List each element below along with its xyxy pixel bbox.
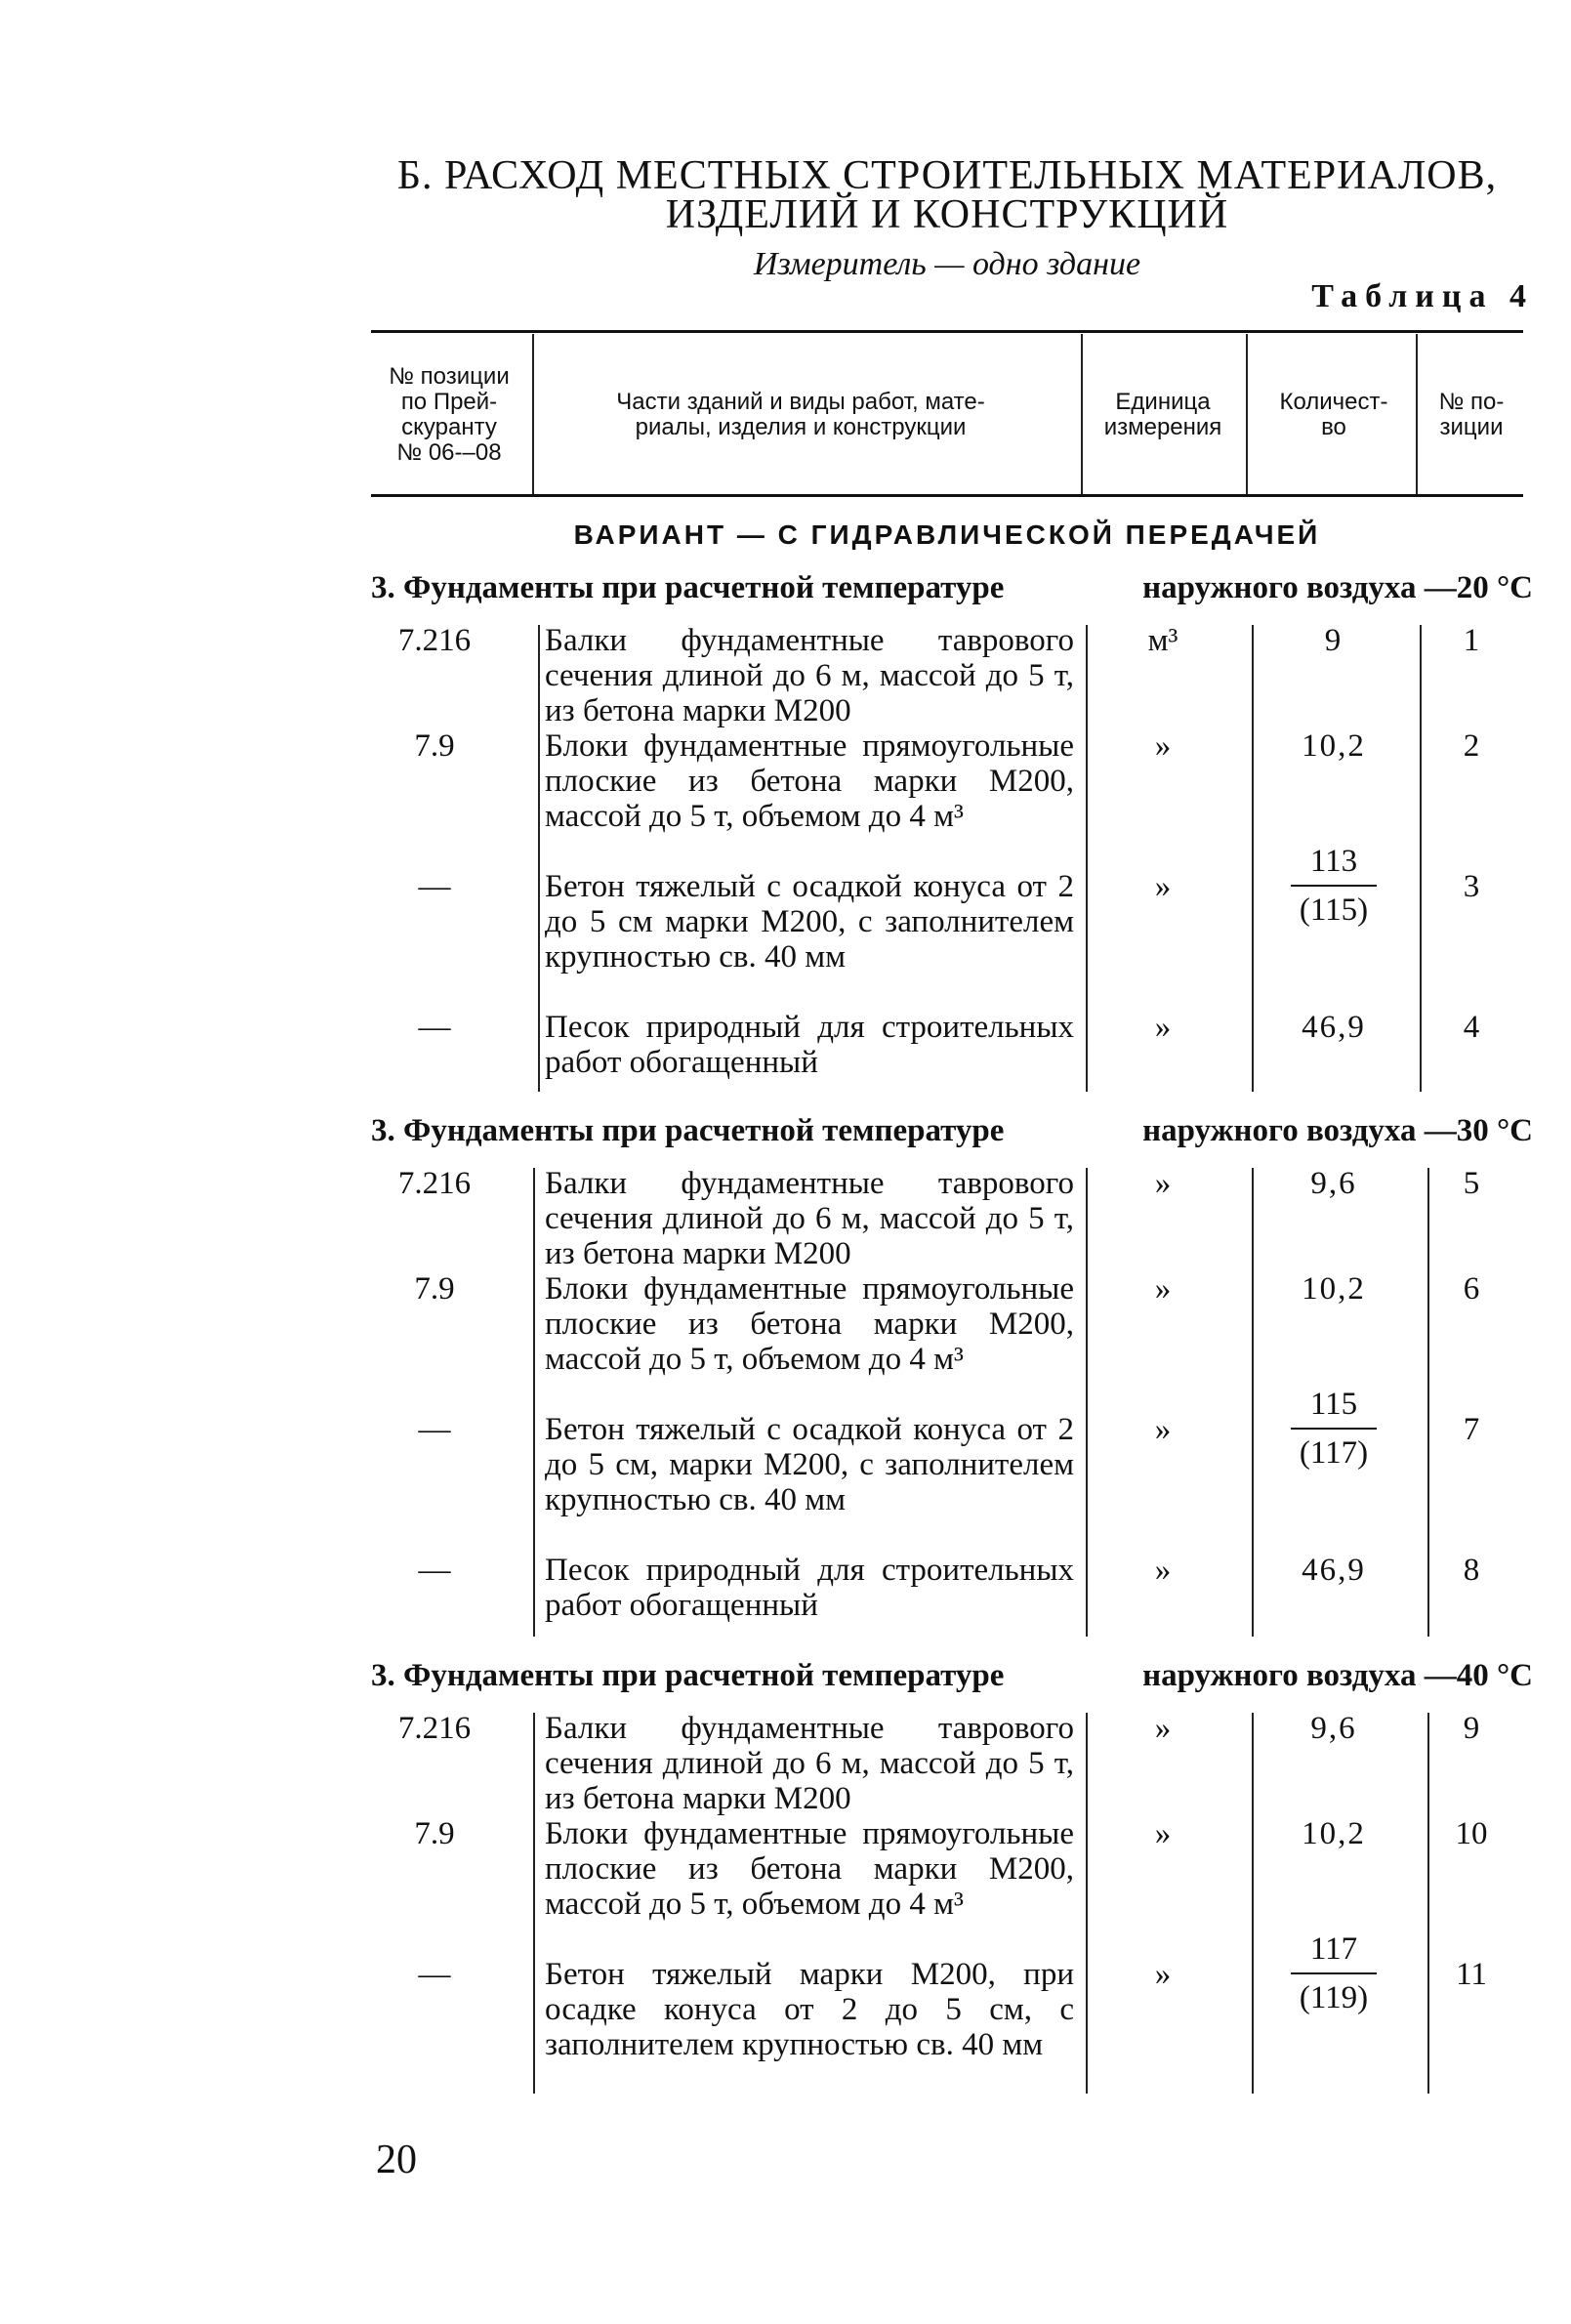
row-description: Блоки фундаментные прямоугольные плоские из бетона марки М200, массой до 5 т, объемом до 4 м³ xyxy=(545,1816,1074,1922)
column-divider xyxy=(533,1168,535,1637)
row-number: 6 xyxy=(1463,1271,1480,1307)
section-heading-left: 3. Фундаменты при расчетной температуре xyxy=(371,1113,1005,1148)
section-heading-right: наружного воздуха —30 °С xyxy=(1142,1113,1533,1148)
column-divider xyxy=(533,1713,535,2094)
row-description: Бетон тяжелый с осадкой конуса от 2 до 5 см, марки М200, с заполнителем крупностью св. 40 мм xyxy=(545,1412,1074,1517)
row-unit: » xyxy=(1154,1816,1172,1851)
row-position: 7.9 xyxy=(414,1271,455,1307)
column-header-description: Части зданий и виды работ, мате- риалы, изделия и конструкции xyxy=(616,389,985,440)
row-unit: » xyxy=(1154,728,1172,764)
section-title-line1: Б. РАСХОД МЕСТНЫХ СТРОИТЕЛЬНЫХ МАТЕРИАЛОВ, xyxy=(396,153,1498,198)
section-heading-right: наружного воздуха —40 °С xyxy=(1142,1658,1533,1693)
table-label: Таблица 4 xyxy=(1311,278,1534,314)
row-quantity: 10,2 xyxy=(1302,1816,1366,1851)
header-divider xyxy=(1416,334,1418,494)
row-unit: м³ xyxy=(1147,623,1178,658)
section-heading xyxy=(371,1113,1533,1149)
quantity-numerator: 113 xyxy=(1309,844,1358,879)
row-unit: » xyxy=(1154,1957,1172,1992)
row-number: 4 xyxy=(1463,1010,1480,1045)
row-unit: » xyxy=(1154,1711,1172,1746)
row-number: 11 xyxy=(1456,1957,1487,1992)
row-position: 7.9 xyxy=(414,728,455,764)
row-description: Блоки фундаментные прямоугольные плоские из бетона марки М200, массой до 5 т, объемом до 4 м³ xyxy=(545,1271,1074,1377)
fraction-bar xyxy=(1291,1428,1377,1430)
row-quantity: 9 xyxy=(1324,623,1344,658)
column-divider xyxy=(1252,1713,1254,2094)
quantity-numerator: 117 xyxy=(1309,1931,1358,1967)
row-description: Бетон тяжелый марки М200, при осадке конуса от 2 до 5 см, с заполнителем крупностью св. 40 мм xyxy=(545,1957,1074,2062)
row-position: 7.216 xyxy=(397,623,472,658)
row-quantity-fraction xyxy=(1252,1385,1416,1473)
row-description: Балки фундаментные таврового сечения длиной до 6 м, массой до 5 т, из бетона марки М200 xyxy=(545,623,1074,728)
column-header-quantity: Количест- во xyxy=(1279,389,1388,440)
section-heading xyxy=(371,1658,1533,1694)
row-unit: » xyxy=(1154,1412,1172,1447)
row-quantity: 46,9 xyxy=(1302,1553,1366,1588)
row-position: — xyxy=(418,869,451,904)
column-header-unit: Единица измерения xyxy=(1103,389,1222,440)
column-divider xyxy=(1086,1713,1088,2094)
quantity-numerator: 115 xyxy=(1309,1387,1358,1422)
row-description: Бетон тяжелый с осадкой конуса от 2 до 5 см марки М200, с заполнителем крупностью св. 40 мм xyxy=(545,869,1074,975)
row-number: 1 xyxy=(1463,623,1480,658)
row-unit: » xyxy=(1154,869,1172,904)
row-unit: » xyxy=(1154,1010,1172,1045)
section-heading-right: наружного воздуха —20 °С xyxy=(1142,570,1533,605)
header-divider xyxy=(532,334,534,494)
row-position: — xyxy=(418,1010,451,1045)
row-description: Песок природный для строительных работ обогащенный xyxy=(545,1553,1074,1623)
column-divider xyxy=(538,625,540,1092)
column-divider xyxy=(1427,1713,1429,2094)
row-quantity: 10,2 xyxy=(1302,728,1366,764)
section-heading-left: 3. Фундаменты при расчетной температуре xyxy=(371,570,1005,605)
row-quantity: 9,6 xyxy=(1310,1711,1357,1746)
quantity-denominator: (117) xyxy=(1299,1435,1369,1471)
row-unit: » xyxy=(1154,1166,1172,1201)
quantity-denominator: (119) xyxy=(1299,1980,1369,2015)
table-header-bottom-rule xyxy=(371,494,1523,497)
row-quantity-fraction xyxy=(1252,842,1416,930)
row-position: — xyxy=(418,1553,451,1588)
fraction-bar xyxy=(1291,1972,1377,1974)
section-heading xyxy=(371,570,1533,606)
row-position: 7.216 xyxy=(397,1166,472,1201)
row-number: 9 xyxy=(1463,1711,1480,1746)
header-divider xyxy=(1081,334,1083,494)
row-position: 7.9 xyxy=(414,1816,455,1851)
row-number: 2 xyxy=(1463,728,1480,764)
section-title-line2: ИЗДЕЛИЙ И КОНСТРУКЦИЙ xyxy=(665,192,1229,237)
column-header-position: № позиции по Прей- скуранту № 06-–08 xyxy=(389,363,510,466)
row-number: 3 xyxy=(1463,869,1480,904)
section-heading-left: 3. Фундаменты при расчетной температуре xyxy=(371,1658,1005,1693)
row-description: Блоки фундаментные прямоугольные плоские из бетона марки М200, массой до 5 т, объемом до 4 м³ xyxy=(545,728,1074,834)
row-quantity: 10,2 xyxy=(1302,1271,1366,1307)
row-description: Песок природный для строительных работ обогащенный xyxy=(545,1010,1074,1080)
page-number: 20 xyxy=(376,2137,417,2182)
table-top-rule xyxy=(371,330,1523,333)
row-number: 7 xyxy=(1463,1412,1480,1447)
row-quantity: 9,6 xyxy=(1310,1166,1357,1201)
row-description: Балки фундаментные таврового сечения длиной до 6 м, массой до 5 т, из бетона марки М200 xyxy=(545,1166,1074,1271)
measure-caption: Измеритель — одно здание xyxy=(753,246,1141,282)
row-number: 8 xyxy=(1463,1553,1480,1588)
header-divider xyxy=(1246,334,1248,494)
row-unit: » xyxy=(1154,1553,1172,1588)
row-position: — xyxy=(418,1957,451,1992)
row-position: — xyxy=(418,1412,451,1447)
row-quantity: 46,9 xyxy=(1302,1010,1366,1045)
quantity-denominator: (115) xyxy=(1299,892,1369,928)
row-description: Балки фундаментные таврового сечения длиной до 6 м, массой до 5 т, из бетона марки М200 xyxy=(545,1711,1074,1816)
fraction-bar xyxy=(1291,885,1377,887)
row-number: 10 xyxy=(1455,1816,1488,1851)
row-position: 7.216 xyxy=(397,1711,472,1746)
variant-heading: ВАРИАНТ — С ГИДРАВЛИЧЕСКОЙ ПЕРЕДАЧЕЙ xyxy=(573,519,1321,550)
row-quantity-fraction xyxy=(1252,1930,1416,2017)
column-header-number: № по- зиции xyxy=(1438,389,1505,440)
row-number: 5 xyxy=(1463,1166,1480,1201)
row-unit: » xyxy=(1154,1271,1172,1307)
